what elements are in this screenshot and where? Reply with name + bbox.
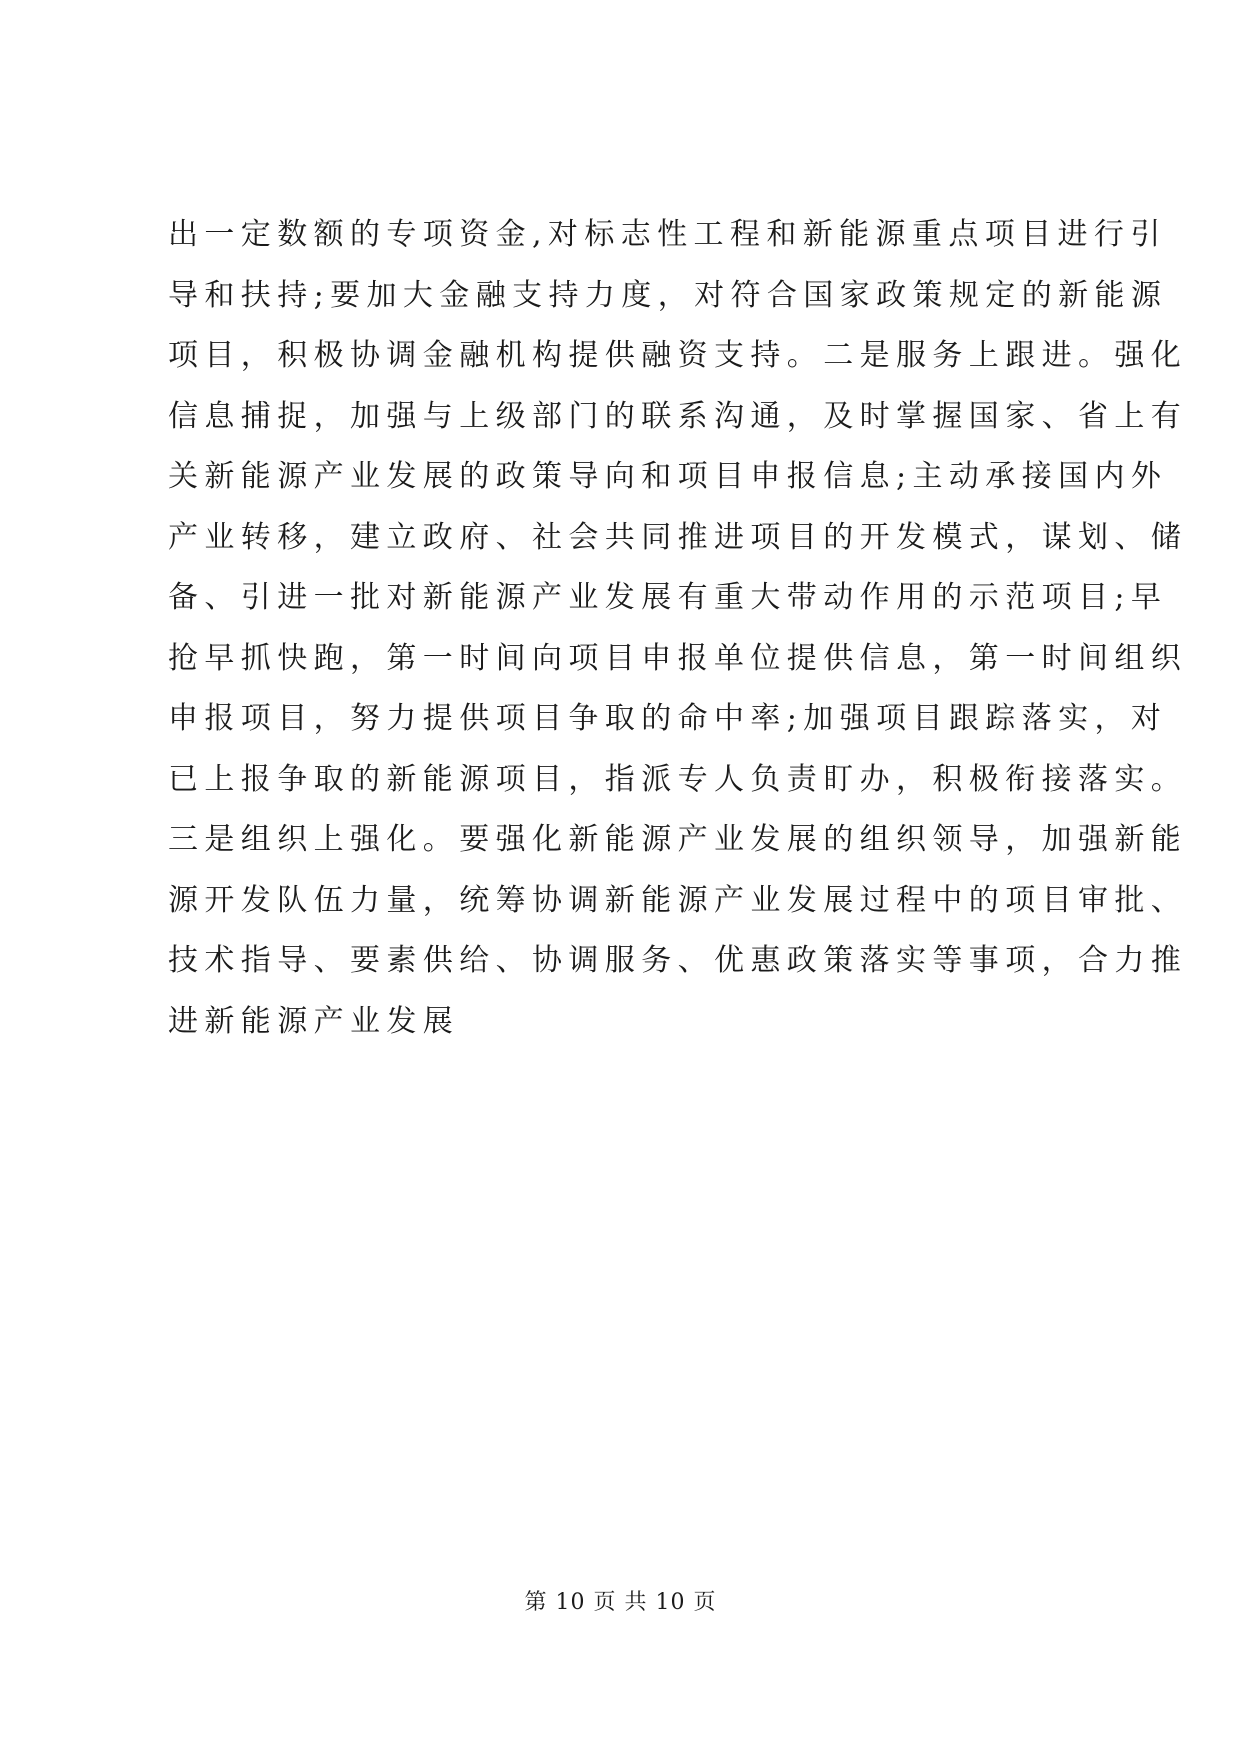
text-line: 产业转移，建立政府、社会共同推进项目的开发模式，谋划、储 — [168, 519, 1188, 555]
text-line: 已上报争取的新能源项目，指派专人负责盯办，积极衔接落实。 — [168, 761, 1188, 797]
text-line: 源开发队伍力量，统筹协调新能源产业发展过程中的项目审批、 — [168, 882, 1188, 918]
text-line: 技术指导、要素供给、协调服务、优惠政策落实等事项，合力推 — [168, 943, 1188, 978]
text-line: 关新能源产业发展的政策导向和项目申报信息;主动承接国内外 — [168, 459, 1168, 494]
text-line: 进新能源产业发展 — [168, 1003, 460, 1039]
text-line: 项目，积极协调金融机构提供融资支持。二是服务上跟进。强化 — [168, 338, 1188, 373]
text-line: 备、引进一批对新能源产业发展有重大带动作用的示范项目;早 — [168, 580, 1168, 615]
text-line: 抢早抓快跑，第一时间向项目申报单位提供信息，第一时间组织 — [168, 640, 1188, 676]
text-line: 信息捕捉，加强与上级部门的联系沟通，及时掌握国家、省上有 — [168, 398, 1188, 434]
page-number-footer: 第 10 页 共 10 页 — [524, 1590, 717, 1615]
text-line: 导和扶持;要加大金融支持力度，对符合国家政策规定的新能源 — [168, 277, 1168, 313]
body-paragraph — [168, 205, 1188, 1052]
text-line: 申报项目，努力提供项目争取的命中率;加强项目跟踪落实，对 — [168, 701, 1168, 736]
text-line: 三是组织上强化。要强化新能源产业发展的组织领导，加强新能 — [168, 822, 1188, 857]
text-line: 出一定数额的专项资金,对标志性工程和新能源重点项目进行引 — [168, 217, 1167, 252]
